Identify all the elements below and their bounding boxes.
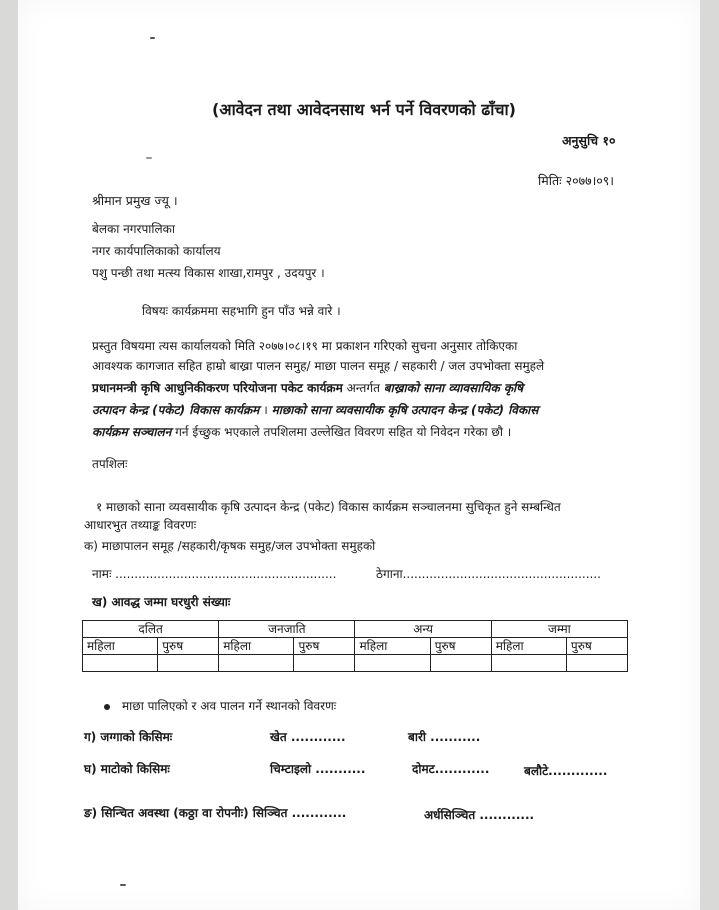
- table-cell[interactable]: [294, 655, 355, 672]
- body-text: प्रस्तुत विषयमा त्यस कार्यालयको मिति २०७७।०८।१९ मा प्रकाशन गरिएको सुचना अनुसार तोकिएका: [92, 339, 518, 353]
- body-text-italic: माछाको साना व्यवसायीक कृषि उत्पादन केन्द्र (पकेट) विकास: [271, 403, 539, 417]
- item-nga: ङ) सिन्चित अवस्था (कठ्ठा वा रोपनीः) सिञ्चित ............: [84, 806, 347, 820]
- table-cell[interactable]: [83, 655, 158, 672]
- details-heading: तपशिलः: [92, 457, 128, 471]
- table-subheader-row: [83, 638, 628, 655]
- table-group-header: दलित: [83, 621, 219, 638]
- item-1-line-2: आधारभुत तथ्याङ्क विवरणः: [84, 518, 197, 532]
- body-line: [92, 335, 517, 357]
- table-group-header: अन्य: [355, 621, 491, 638]
- body-text-italic: उत्पादन केन्द्र (पकेट) विकास कार्यक्रम: [92, 403, 260, 417]
- table-subheader: पुरुष: [294, 638, 355, 655]
- scan-speck: [150, 37, 155, 39]
- subject-line: विषयः कार्यक्रममा सहभागि हुन पाँउ भन्ने वारे ।: [142, 304, 341, 318]
- table-subheader: पुरुष: [566, 638, 627, 655]
- body-line: [92, 377, 523, 399]
- chimtailo-field: चिम्टाइलो ...........: [270, 762, 366, 776]
- address-line: पशु पन्छी तथा मत्स्य विकास शाखा,रामपुर , उदयपुर ।: [92, 266, 325, 280]
- table-cell[interactable]: [219, 655, 294, 672]
- scan-speck: [146, 157, 152, 159]
- table-row: [83, 655, 628, 672]
- body-text-bold: प्रधानमन्त्री कृषि आधुनिकीकरण परियोजना पकेट कार्यक्रम: [92, 381, 343, 395]
- item-ga: ग) जग्गाको किसिमः: [84, 730, 173, 744]
- table-cell[interactable]: [491, 655, 566, 672]
- household-table: [82, 620, 628, 672]
- table-cell[interactable]: [158, 655, 219, 672]
- group-name-field: नामः ..........................................................: [92, 567, 337, 581]
- bullet-item: [104, 697, 336, 714]
- item-kha: ख) आवद्ध जम्मा घरधुरी संख्याः: [92, 595, 231, 609]
- ardhasinchit-field: अर्धसिञ्चित ............: [424, 808, 535, 822]
- group-address-field: ठेगाना....................................................: [376, 567, 601, 581]
- document-title: (आवेदन तथा आवेदनसाथ भर्न पर्ने विवरणको ढाँचा): [212, 100, 516, 119]
- body-line: [92, 399, 538, 421]
- item-ka: क) माछापालन समूह /सहकारी/कृषक समुह/जल उपभोक्ता समुहको: [84, 539, 376, 553]
- scan-speck: [120, 884, 126, 886]
- item-gha: घ) माटोको किसिमः: [84, 762, 170, 776]
- body-text: अन्तर्गत: [342, 381, 384, 395]
- address-line: नगर कार्यपालिकाको कार्यालय: [92, 244, 221, 258]
- table-group-header: जम्मा: [491, 621, 627, 638]
- body-text-italic: कार्यक्रम सञ्चालन: [92, 425, 172, 439]
- bullet-icon: [104, 704, 110, 710]
- body-text: आवश्यक कागजात सहित हाम्रो बाख्रा पालन समुह/ माछा पालन समूह / सहकारी / जल उपभोक्ता समुहले: [92, 359, 545, 373]
- domat-field: दोमट............: [412, 762, 490, 776]
- body-text: ।: [259, 403, 272, 417]
- item-1-line-1: १ माछाको साना व्यवसायीक कृषि उत्पादन केन्द्र (पकेट) विकास कार्यक्रम सञ्चालनमा सुचिकृत हुने सम्बन्धित: [96, 500, 561, 514]
- annex-number: अनुसुचि १०: [562, 133, 616, 148]
- body-text-italic: बाख्राको साना व्यावसायिक कृषि: [383, 381, 524, 395]
- table-header-row: [83, 621, 628, 638]
- table-cell[interactable]: [430, 655, 491, 672]
- table-subheader: महिला: [491, 638, 566, 655]
- address-line: बेलका नगरपालिका: [92, 222, 175, 236]
- body-line: [92, 421, 511, 443]
- date: मितिः २०७७।०९।: [538, 173, 615, 188]
- table-subheader: पुरुष: [430, 638, 491, 655]
- table-cell[interactable]: [355, 655, 430, 672]
- table-cell[interactable]: [566, 655, 627, 672]
- body-line: [92, 355, 544, 377]
- body-text: गर्न ईच्छुक भएकाले तपशिलमा उल्लेखित विवरण सहित यो निवेदन गरेका छौ ।: [171, 425, 512, 439]
- bullet-text: माछा पालिएको र अव पालन गर्ने स्थानको विवरणः: [122, 699, 337, 713]
- khet-field: खेत ............: [270, 730, 346, 744]
- table-subheader: पुरुष: [158, 638, 219, 655]
- table-subheader: महिला: [355, 638, 430, 655]
- table-subheader: महिला: [219, 638, 294, 655]
- balaute-field: बलौटे.............: [524, 764, 608, 778]
- table-subheader: महिला: [83, 638, 158, 655]
- bari-field: बारी ...........: [408, 730, 481, 744]
- table-group-header: जनजाति: [219, 621, 355, 638]
- salutation: श्रीमान प्रमुख ज्यू ।: [92, 193, 178, 208]
